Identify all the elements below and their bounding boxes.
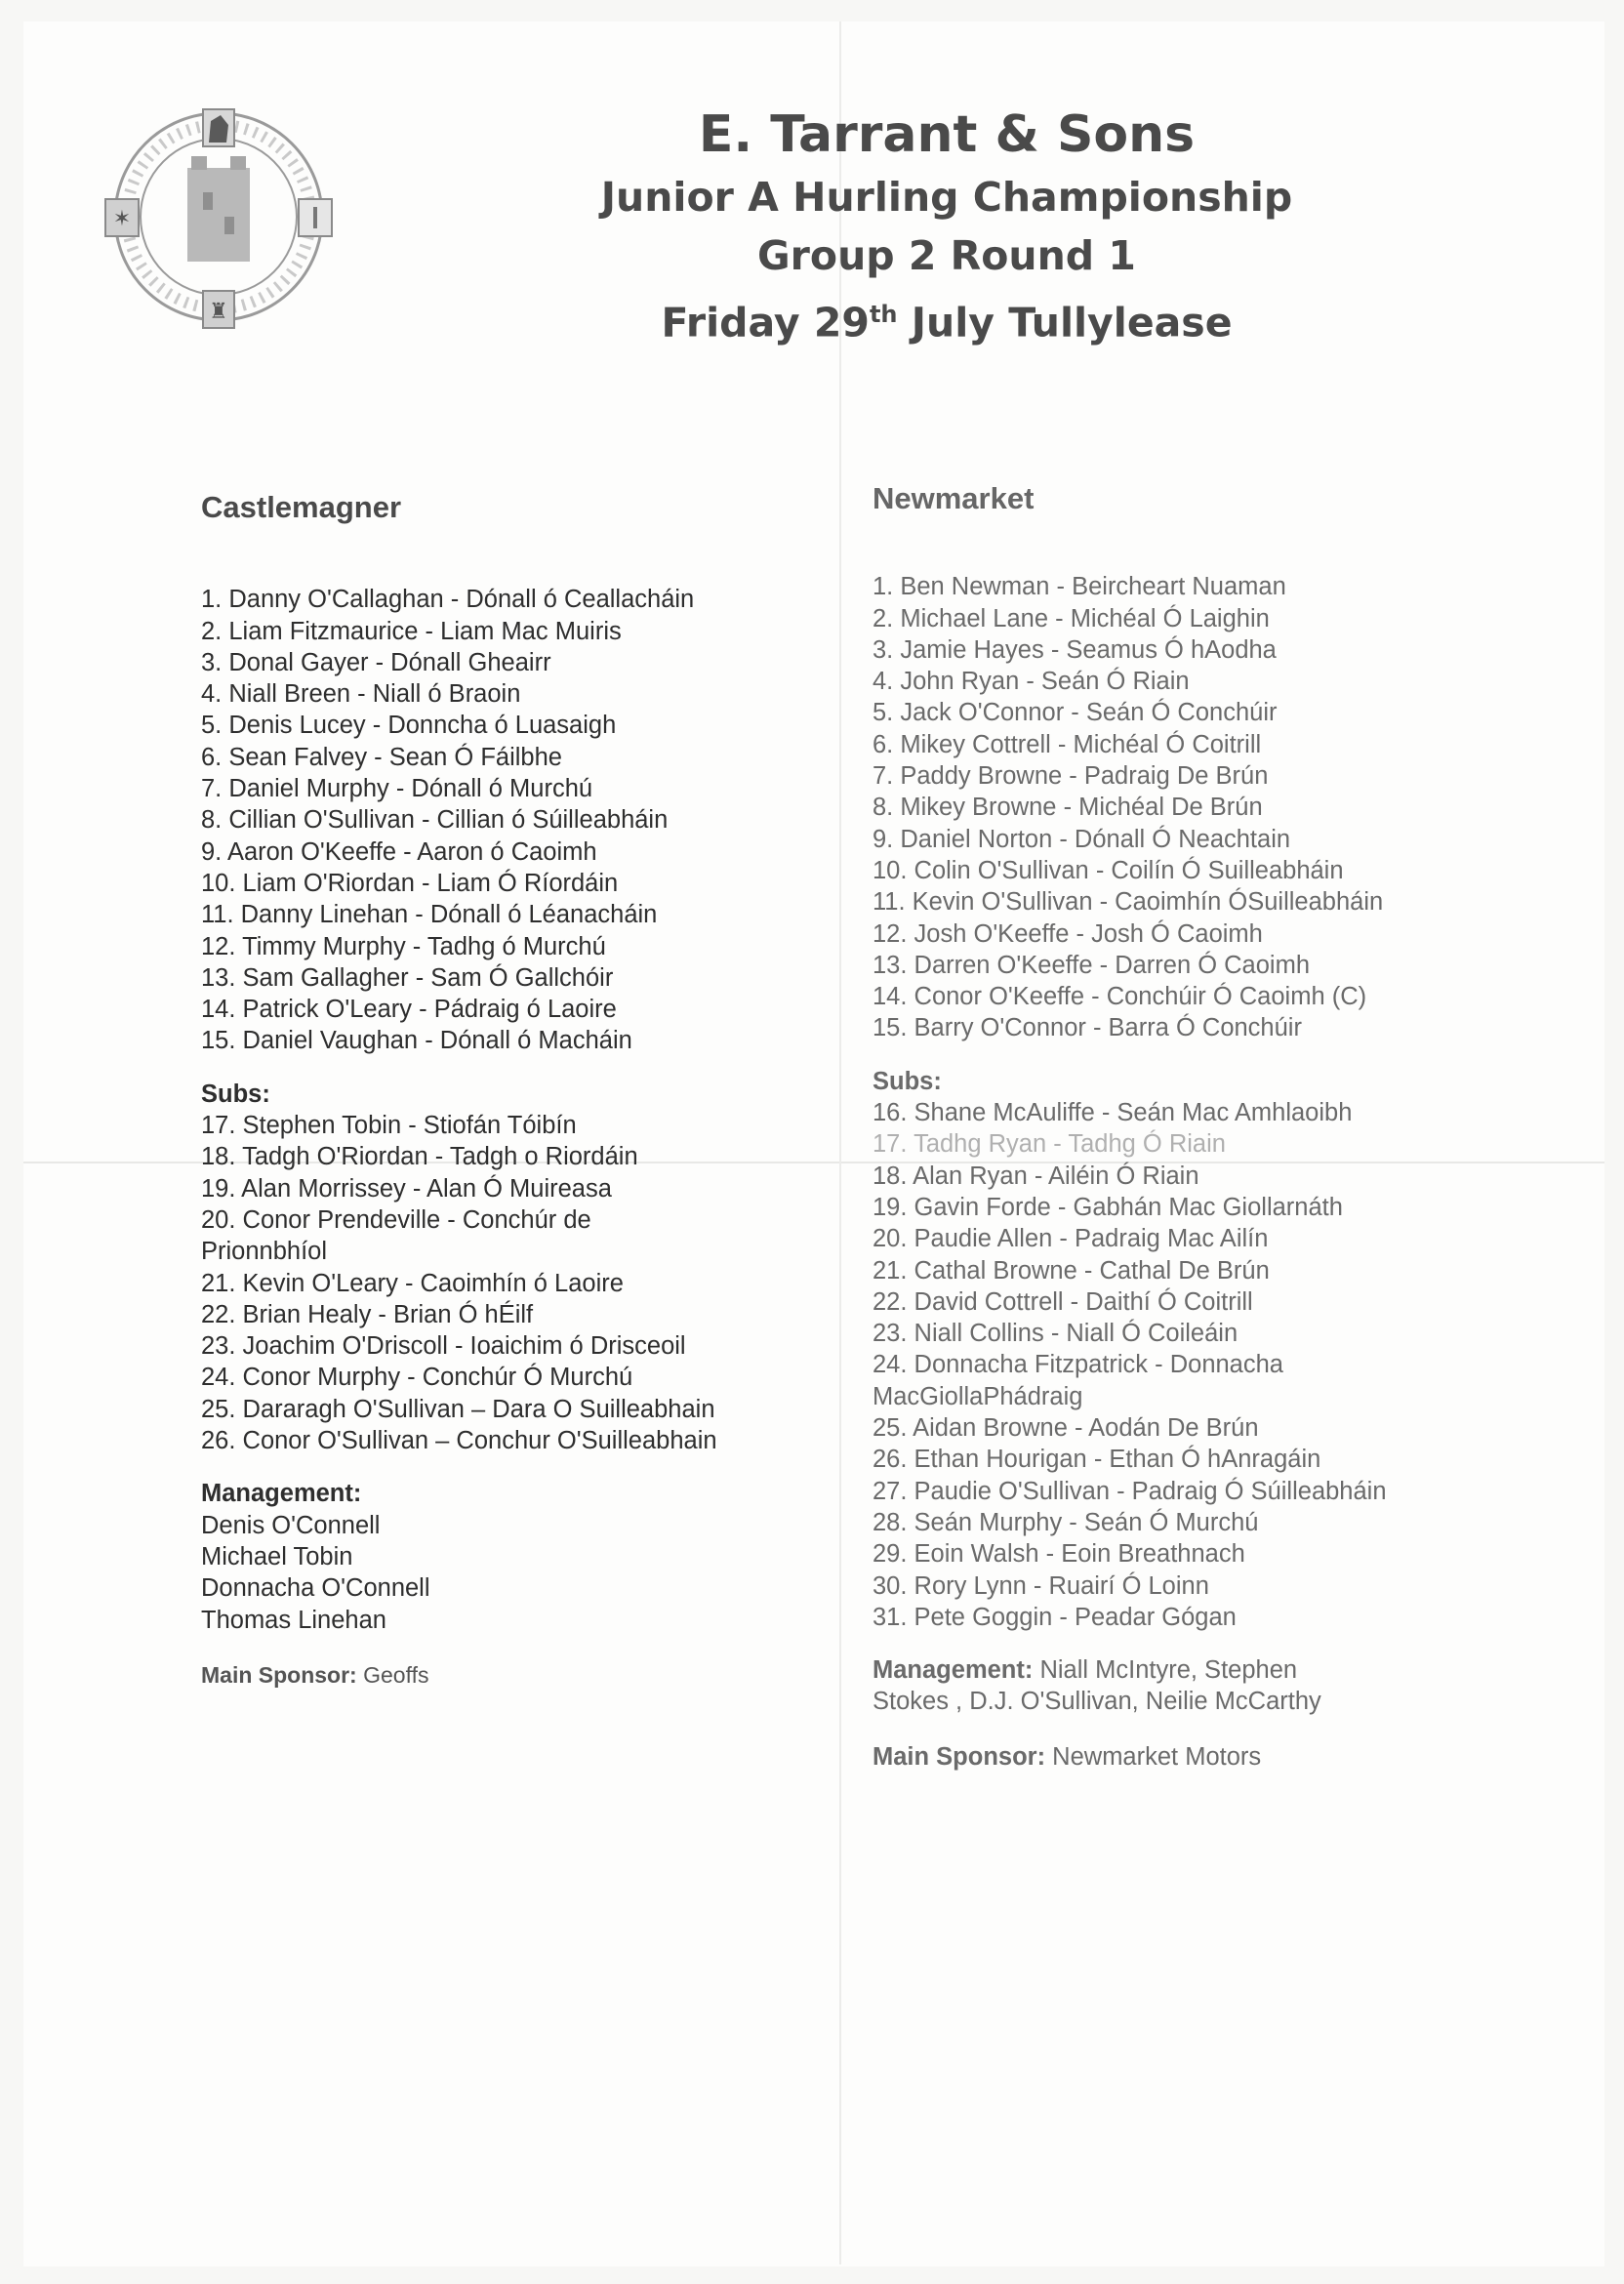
list-item: 28. Seán Murphy - Seán Ó Murchú bbox=[873, 1508, 1259, 1536]
main-sponsor-value: Newmarket Motors bbox=[1045, 1742, 1262, 1771]
management-block bbox=[873, 1654, 1380, 1718]
match-date-day: Friday 29 bbox=[661, 299, 870, 347]
list-item: 13. Darren O'Keeffe - Darren Ó Caoimh bbox=[873, 951, 1311, 979]
list-item: 13. Sam Gallagher - Sam Ó Gallchóir bbox=[201, 963, 614, 992]
main-sponsor-value: Geoffs bbox=[356, 1661, 429, 1688]
list-item: 30. Rory Lynn - Ruairí Ó Loinn bbox=[873, 1571, 1209, 1600]
starting-lineup bbox=[201, 584, 806, 1056]
list-item: 26. Conor O'Sullivan – Conchur O'Suilleabhain bbox=[201, 1427, 717, 1455]
subs-list bbox=[873, 1097, 1536, 1633]
list-item: 1. Ben Newman - Beircheart Nuaman bbox=[873, 573, 1286, 601]
list-item: 22. Brian Healy - Brian Ó hÉilf bbox=[201, 1300, 534, 1328]
list-item: 14. Conor O'Keeffe - Conchúir Ó Caoimh (C) bbox=[873, 983, 1367, 1011]
list-item: 2. Liam Fitzmaurice - Liam Mac Muiris bbox=[201, 617, 622, 645]
list-item: 5. Denis Lucey - Donncha ó Luasaigh bbox=[201, 712, 617, 740]
list-item: 2. Michael Lane - Michéal Ó Laighin bbox=[873, 604, 1270, 632]
match-date-suffix: th bbox=[869, 301, 898, 328]
title-sponsor: E. Tarrant & Sons bbox=[698, 105, 1196, 164]
list-item: 3. Jamie Hayes - Seamus Ó hAodha bbox=[873, 635, 1277, 664]
list-item: Thomas Linehan bbox=[201, 1606, 386, 1634]
list-item: 19. Alan Morrissey - Alan Ó Muireasa bbox=[201, 1174, 612, 1203]
list-item: 21. Cathal Browne - Cathal De Brún bbox=[873, 1256, 1270, 1285]
list-item: 12. Timmy Murphy - Tadhg ó Murchú bbox=[201, 932, 606, 960]
subs-heading: Subs: bbox=[201, 1080, 270, 1108]
management-list bbox=[201, 1510, 806, 1636]
list-item: 15. Daniel Vaughan - Dónall ó Macháin bbox=[201, 1027, 632, 1055]
list-item: 1. Danny O'Callaghan - Dónall ó Ceallacháin bbox=[201, 586, 695, 614]
competition-title: Junior A Hurling Championship bbox=[600, 174, 1293, 221]
management-heading: Management: bbox=[873, 1656, 1034, 1685]
list-item: 20. Conor Prendeville - Conchúr de Prionnbhíol bbox=[201, 1205, 591, 1266]
list-item: 29. Eoin Walsh - Eoin Breathnach bbox=[873, 1540, 1245, 1569]
list-item: 15. Barry O'Connor - Barra Ó Conchúir bbox=[873, 1014, 1302, 1042]
list-item: 5. Jack O'Connor - Seán Ó Conchúir bbox=[873, 699, 1278, 727]
svg-text:✶: ✶ bbox=[112, 206, 132, 230]
page-header bbox=[547, 105, 1347, 352]
list-item: 9. Aaron O'Keeffe - Aaron ó Caoimh bbox=[201, 837, 597, 866]
list-item: 6. Sean Falvey - Sean Ó Fáilbhe bbox=[201, 743, 562, 771]
list-item: 23. Niall Collins - Niall Ó Coileáin bbox=[873, 1320, 1238, 1348]
list-item: 17. Stephen Tobin - Stiofán Tóibín bbox=[201, 1112, 577, 1140]
management-value: Niall McIntyre, Stephen Stokes , D.J. O'Sullivan, Neilie McCarthy bbox=[873, 1656, 1321, 1716]
list-item: 10. Colin O'Sullivan - Coilín Ó Suilleabháin bbox=[873, 856, 1344, 884]
subs-heading: Subs: bbox=[873, 1067, 942, 1095]
management-heading: Management: bbox=[201, 1480, 362, 1508]
list-item: 4. John Ryan - Seán Ó Riain bbox=[873, 668, 1190, 696]
list-item: 18. Alan Ryan - Ailéin Ó Riain bbox=[873, 1162, 1199, 1190]
starting-lineup bbox=[873, 571, 1536, 1043]
match-date-venue: July Tullylease bbox=[897, 299, 1233, 347]
main-sponsor bbox=[873, 1741, 1536, 1773]
fold-line-vertical bbox=[839, 21, 841, 2264]
main-sponsor-label: Main Sponsor: bbox=[201, 1661, 357, 1688]
list-item: 8. Cillian O'Sullivan - Cillian ó Súilleabháin bbox=[201, 806, 669, 835]
subs-list bbox=[201, 1110, 806, 1456]
main-sponsor bbox=[201, 1659, 806, 1691]
list-item: 26. Ethan Hourigan - Ethan Ó hAnragáin bbox=[873, 1446, 1321, 1474]
list-item: 14. Patrick O'Leary - Pádraig ó Laoire bbox=[201, 996, 617, 1024]
team-name: Newmarket bbox=[873, 481, 1035, 515]
list-item: 20. Paudie Allen - Padraig Mac Ailín bbox=[873, 1225, 1269, 1253]
list-item: 6. Mikey Cottrell - Michéal Ó Coitrill bbox=[873, 730, 1262, 758]
list-item: 7. Paddy Browne - Padraig De Brún bbox=[873, 762, 1269, 791]
list-item: 25. Dararagh O'Sullivan – Dara O Suilleabhain bbox=[201, 1395, 715, 1423]
list-item: 9. Daniel Norton - Dónall Ó Neachtain bbox=[873, 825, 1291, 853]
list-item: 19. Gavin Forde - Gabhán Mac Giollarnáth bbox=[873, 1193, 1343, 1221]
list-item: 24. Conor Murphy - Conchúr Ó Murchú bbox=[201, 1364, 633, 1392]
list-item: 25. Aidan Browne - Aodán De Brún bbox=[873, 1414, 1259, 1443]
list-item: 23. Joachim O'Driscoll - Ioaichim ó Drisceoil bbox=[201, 1332, 686, 1361]
team-name: Castlemagner bbox=[201, 490, 402, 524]
team-column-castlemagner bbox=[201, 492, 806, 1691]
list-item: Michael Tobin bbox=[201, 1542, 353, 1570]
list-item: 10. Liam O'Riordan - Liam Ó Ríordáin bbox=[201, 869, 619, 897]
list-item: 22. David Cottrell - Daithí Ó Coitrill bbox=[873, 1287, 1253, 1316]
list-item: 7. Daniel Murphy - Dónall ó Murchú bbox=[201, 775, 593, 803]
list-item: 21. Kevin O'Leary - Caoimhín ó Laoire bbox=[201, 1269, 624, 1297]
club-crest-logo bbox=[102, 100, 336, 334]
list-item: 31. Pete Goggin - Peadar Gógan bbox=[873, 1603, 1237, 1631]
main-sponsor-label: Main Sponsor: bbox=[873, 1742, 1046, 1771]
list-item: 8. Mikey Browne - Michéal De Brún bbox=[873, 794, 1263, 822]
team-column-newmarket bbox=[873, 483, 1536, 1773]
list-item: 3. Donal Gayer - Dónall Gheairr bbox=[201, 648, 551, 676]
list-item: 27. Paudie O'Sullivan - Padraig Ó Súilleabháin bbox=[873, 1477, 1387, 1505]
list-item: 4. Niall Breen - Niall ó Braoin bbox=[201, 680, 521, 709]
list-item: 11. Kevin O'Sullivan - Caoimhín ÓSuilleabháin bbox=[873, 888, 1384, 917]
match-date bbox=[547, 285, 1347, 352]
list-item: Denis O'Connell bbox=[201, 1511, 381, 1539]
list-item: 11. Danny Linehan - Dónall ó Léanacháin bbox=[201, 901, 658, 929]
list-item: Donnacha O'Connell bbox=[201, 1574, 430, 1603]
list-item: 16. Shane McAuliffe - Seán Mac Amhlaoibh bbox=[873, 1099, 1353, 1127]
svg-text:♜: ♜ bbox=[209, 299, 228, 323]
list-item: 18. Tadgh O'Riordan - Tadgh o Riordáin bbox=[201, 1143, 638, 1171]
list-item: 12. Josh O'Keeffe - Josh Ó Caoimh bbox=[873, 919, 1263, 948]
round-title: Group 2 Round 1 bbox=[757, 232, 1136, 279]
list-item: 17. Tadhg Ryan - Tadhg Ó Riain bbox=[873, 1130, 1226, 1159]
list-item: 24. Donnacha Fitzpatrick - Donnacha MacGiollaPhádraig bbox=[873, 1351, 1283, 1410]
